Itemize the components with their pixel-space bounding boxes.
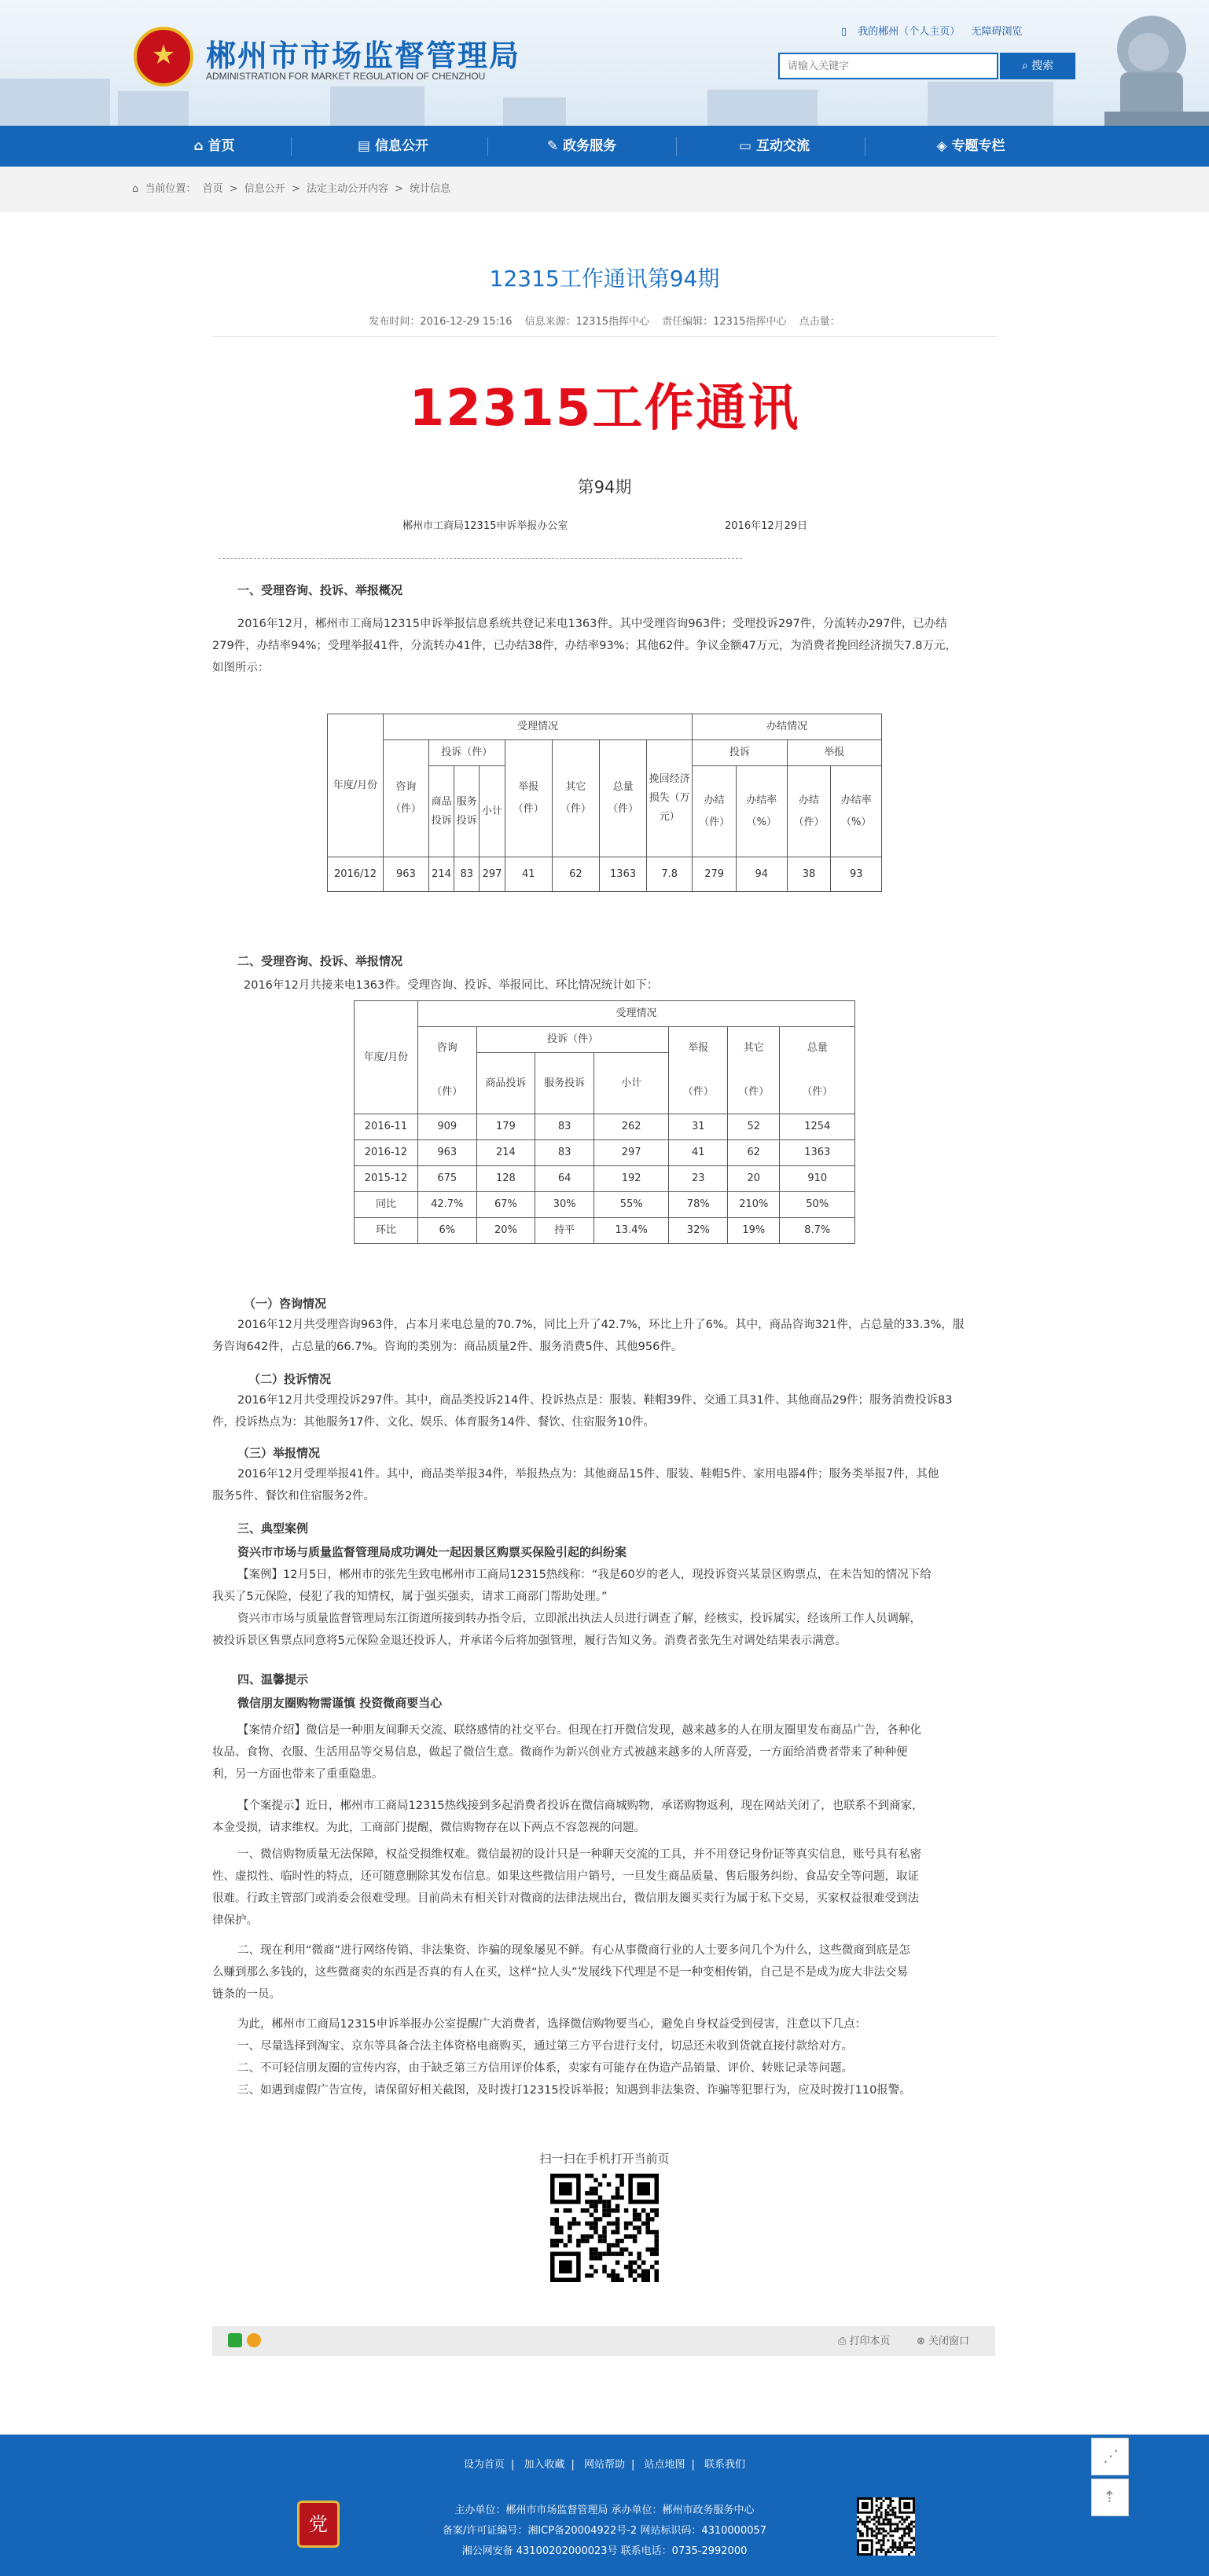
paragraph-line: 我买了5元保险，侵犯了我的知情权，属于强买强卖，请求工商部门帮助处理。”	[212, 1591, 608, 1603]
close-icon: ⊗	[917, 2336, 929, 2347]
subsection-heading: （三）举报情况	[237, 1446, 321, 1460]
weibo-share-icon[interactable]	[247, 2333, 261, 2347]
layers-icon: ◈	[936, 138, 952, 154]
publish-date: 发布时间：2016-12-29 15:16	[369, 316, 513, 328]
section-heading: 二、受理咨询、投诉、举报情况	[237, 954, 403, 968]
paragraph-line: 如图所示：	[212, 662, 270, 674]
table-header: 受理情况	[417, 1001, 854, 1027]
paragraph-line: 2016年12月，郴州市工商局12315申诉举报信息系统共登记来电1363件。其中受理咨询963件；受理投诉297件，分流转办297件，已办结	[237, 618, 947, 630]
main-nav	[0, 126, 1209, 167]
table-header: 其它 （件）	[728, 1027, 780, 1114]
search-box	[778, 53, 998, 79]
paragraph-line: 二、不可轻信朋友圈的宣传内容，由于缺乏第三方信用评价体系，卖家有可能存在伪造产品销量、评价、转账记录等问题。	[237, 2062, 853, 2075]
party-badge-icon[interactable]: 党	[297, 2501, 340, 2548]
printer-icon: ⎙	[838, 2336, 850, 2347]
site-header	[0, 0, 1209, 126]
paragraph-line: 2016年12月共接来电1363件。受理咨询、投诉、举报同比、环比情况统计如下：	[244, 979, 659, 992]
section-heading: 三、典型案例	[237, 1521, 309, 1536]
footer-link[interactable]: 站点地图	[644, 2459, 685, 2471]
table-header: 办结（件）	[787, 766, 831, 857]
nav-interaction[interactable]: ▭ 互动交流	[739, 138, 810, 154]
footer-link[interactable]: 加入收藏	[524, 2459, 565, 2471]
national-emblem-icon: ★	[134, 27, 193, 86]
table-row: 环比 6% 20% 持平 13.4% 32% 19% 8.7%	[355, 1218, 855, 1244]
footer-link[interactable]: 设为首页	[463, 2459, 505, 2471]
paragraph-line: 利，另一方面也带来了重重隐患。	[212, 1768, 384, 1781]
paragraph-line: 被投诉景区售票点同意将5元保险金退还投诉人，并承诺今后将加强管理，履行告知义务。消费者张先生对调处结果表示满意。	[212, 1635, 847, 1647]
table-header: 投诉（件）	[428, 740, 505, 766]
footer-links: 设为首页 | 加入收藏 | 网站帮助 | 站点地图 | 联系我们	[463, 2459, 746, 2471]
info-source: 信息来源：12315指挥中心	[524, 316, 649, 328]
footer-link[interactable]: 网站帮助	[583, 2459, 625, 2471]
comparison-table	[354, 1000, 855, 1244]
paragraph-line: 很难。行政主管部门或消委会很难受理。目前尚未有相关针对微商的法律法规出台，微信朋友圈买卖行为属于私下交易，买家权益很难受到法	[212, 1892, 919, 1905]
paragraph-line: 件，投诉热点为：其他服务17件、文化、娱乐、体育服务14件、餐饮、住宿服务10件。	[212, 1416, 655, 1429]
print-button[interactable]: ⎙ 打印本页	[838, 2336, 891, 2347]
section-heading: 四、温馨提示	[237, 1672, 309, 1686]
breadcrumb-stats[interactable]: 统计信息	[410, 183, 451, 195]
chat-icon: ▭	[739, 138, 756, 154]
issue-number: 第94期	[577, 478, 632, 497]
paragraph-line: 性、虚拟性、临时性的特点，还可随意删除其发布信息。如果这些微信用户销号，一旦发生商品质量、售后服务纠纷、食品安全等问题，取证	[212, 1870, 919, 1883]
case-title: 资兴市市场与质量监督管理局成功调处一起因景区购票买保险引起的纠纷案	[237, 1545, 627, 1559]
paragraph-line: 2016年12月共受理咨询963件，占本月来电总量的70.7%，同比上升了42.7%，环比上升了6%。其中，商品咨询321件，占总量的33.3%，服	[237, 1319, 965, 1331]
dashed-divider	[219, 558, 742, 559]
editor: 责任编辑：12315指挥中心	[662, 316, 787, 328]
paragraph-line: 【个案提示】近日，郴州市工商局12315热线接到多起消费者投诉在微信商城购物，承诺购物返利，现在网站关闭了，也联系不到商家，	[237, 1800, 924, 1812]
subsection-heading: （一）咨询情况	[244, 1297, 327, 1311]
table-header: 小计	[593, 1053, 668, 1114]
table-header: 小计	[480, 766, 505, 857]
paragraph-line: 资兴市市场与质量监督管理局东江街道所接到转办指令后，立即派出执法人员进行调查了解，经核实，投诉属实，经该所工作人员调解，	[237, 1613, 921, 1625]
close-window-button[interactable]: ⊗ 关闭窗口	[917, 2336, 970, 2347]
paragraph-line: 么赚到那么多钱的，这些微商卖的东西是否真的有人在买，这样“拉人头”发展线下代理是不是一种变相传销，自己是不是成为庞大非法交易	[212, 1966, 909, 1979]
nav-info-public[interactable]: ▤ 信息公开	[358, 138, 428, 154]
table-header: 举报（件）	[505, 740, 552, 857]
edit-icon: ✎	[546, 138, 564, 154]
wechat-share-icon[interactable]	[228, 2333, 242, 2347]
paragraph-line: 【案例】12月5日，郴州市的张先生致电郴州市工商局12315热线称：“我是60岁的老人，现投诉资兴某景区购票点，在未告知的情况下给	[237, 1569, 932, 1581]
share-side-button[interactable]	[1091, 2438, 1129, 2475]
table-header: 办结率（%）	[737, 766, 787, 857]
subsection-heading: （二）投诉情况	[248, 1372, 332, 1386]
table-header: 年度/月份	[355, 1001, 418, 1114]
qr-label: 扫一扫在手机打开当前页	[539, 2152, 670, 2166]
paragraph-line: 2016年12月共受理投诉297件。其中，商品类投诉214件、投诉热点是：服装、鞋帽39件、交通工具31件、其他商品29件；服务消费投诉83	[237, 1394, 953, 1407]
breadcrumb-info[interactable]: 信息公开	[244, 183, 285, 195]
table-header: 服务投诉	[454, 766, 480, 857]
footer-police: 湘公网安备 43100202000023号 联系电话：0735-2992000	[461, 2545, 748, 2557]
tip-title: 微信朋友圈购物需谨慎 投资微商要当心	[237, 1696, 443, 1710]
search-input[interactable]	[780, 54, 992, 78]
table-header: 服务投诉	[535, 1053, 594, 1114]
nav-home[interactable]: ⌂ 首页	[193, 138, 235, 154]
section-heading: 一、受理咨询、投诉、举报概况	[237, 583, 403, 597]
table-header: 办结（件）	[693, 766, 737, 857]
paragraph-line: 妆品、食物、衣服、生活用品等交易信息，做起了微信生意。微商作为新兴创业方式被越来越多的人所喜爱，一方面给消费者带来了种种便	[212, 1746, 908, 1759]
paragraph-line: 为此，郴州市工商局12315申诉举报办公室提醒广大消费者，选择微信购物要当心，避免自身权益受到侵害，注意以下几点：	[237, 2018, 867, 2031]
paragraph-line: 二、现在利用“微商”进行网络传销、非法集资、诈骗的现象屡见不鲜。有心从事微商行业的人士要多问几个为什么，这些微商到底是怎	[237, 1944, 911, 1957]
summary-table	[327, 714, 882, 892]
breadcrumb-statutory[interactable]: 法定主动公开内容	[306, 183, 388, 195]
site-name[interactable]: 郴州市市场监督管理局	[206, 39, 521, 73]
table-row: 2015-12 675 128 64 192 23 20 910	[355, 1166, 855, 1192]
breadcrumb-home[interactable]: 首页	[202, 183, 223, 195]
paragraph-line: 一、尽量选择到淘宝、京东等具备合法主体资格电商购买，通过第三方平台进行支付，切忌还未收到货就直接付款给对方。	[237, 2040, 853, 2053]
article-meta	[0, 313, 1209, 328]
paragraph-line: 279件，办结率94%；受理举报41件，分流转办41件，已办结38件，办结率93%；其他62件。争议金额47万元，为消费者挽回经济损失7.8万元，	[212, 640, 957, 652]
footer-link[interactable]: 联系我们	[704, 2459, 746, 2471]
footer-icp: 备案/许可证编号：湘ICP备20004922号-2 网站标识码：4310000057	[442, 2525, 767, 2537]
share-icon: ⋰	[1103, 2446, 1119, 2465]
document-icon: ▤	[358, 138, 375, 154]
table-row: 2016-12 963 214 83 297 41 62 1363	[355, 1140, 855, 1166]
search-icon: ⌕	[1021, 60, 1032, 72]
top-links	[841, 23, 1030, 38]
office-date: 2016年12月29日	[725, 520, 808, 532]
nav-special[interactable]: ◈ 专题专栏	[936, 138, 1005, 154]
table-header: 投诉（件）	[476, 1027, 669, 1053]
share-bar	[212, 2326, 995, 2356]
newsletter-title: 12315工作通讯	[409, 380, 800, 438]
table-header: 咨询（件）	[383, 740, 428, 857]
home-icon: ⌂	[132, 183, 139, 195]
footer-sponsor: 主办单位：郴州市市场监督管理局 承办单位：郴州市政务服务中心	[454, 2504, 755, 2516]
office-name: 郴州市工商局12315申诉举报办公室	[402, 520, 568, 532]
table-row: 2016-11 909 179 83 262 31 52 1254	[355, 1114, 855, 1140]
table-header: 其它（件）	[552, 740, 599, 857]
divider	[212, 336, 997, 337]
paragraph-line: 【案情介绍】微信是一种朋友间聊天交流、联络感情的社交平台。但现在打开微信发现，越来越多的人在朋友圈里发布商品广告，各种化	[237, 1724, 921, 1737]
table-header: 举报	[787, 740, 881, 766]
paragraph-line: 服务5件、餐饮和住宿服务2件。	[212, 1490, 375, 1503]
breadcrumb: ⌂ 当前位置： 首页 > 信息公开 > 法定主动公开内容 > 统计信息	[132, 183, 451, 195]
table-header: 举报 （件）	[669, 1027, 728, 1114]
paragraph-line: 三、如遇到虚假广告宣传，请保留好相关截图，及时拨打12315投诉举报；知遇到非法集资、诈骗等犯罪行为，应及时拨打110报警。	[237, 2084, 911, 2097]
search-button[interactable]: ⌕ 搜索	[1000, 53, 1075, 79]
table-header: 挽回经济损失（万元）	[647, 740, 693, 857]
stone-lion-icon	[1089, 2, 1209, 126]
paragraph-line: 务咨询642件，占总量的66.7%。咨询的类别为：商品质量2件、服务消费5件、其他956件。	[212, 1341, 683, 1353]
table-header: 总量 （件）	[780, 1027, 855, 1114]
paragraph-line: 2016年12月受理举报41件。其中，商品类举报34件，举报热点为：其他商品15件、服装、鞋帽5件、家用电器4件；服务类举报7件，其他	[237, 1468, 939, 1481]
table-header: 年度/月份	[328, 714, 384, 857]
paragraph-line: 一、微信购物质量无法保障，权益受损维权难。微信最初的设计只是一种聊天交流的工具，并不用登记身份证等真实信息，账号具有私密	[237, 1848, 921, 1861]
table-header: 商品投诉	[476, 1053, 535, 1114]
table-header: 投诉	[693, 740, 787, 766]
footer-qr-icon	[857, 2497, 915, 2556]
paragraph-line: 本金受损，请求维权。为此，工商部门提醒，微信购物存在以下两点不容忽视的问题。	[212, 1822, 645, 1834]
table-header: 办结情况	[693, 714, 882, 740]
qr-code-icon	[550, 2174, 659, 2282]
paragraph-line: 链条的一员。	[212, 1988, 281, 2001]
table-header: 咨询 （件）	[417, 1027, 476, 1114]
arrow-up-icon: ⇡	[1103, 2487, 1116, 2506]
table-header: 商品投诉	[428, 766, 454, 857]
accessibility-link[interactable]: 无障碍浏览	[971, 26, 1023, 38]
table-row: 同比 42.7% 67% 30% 55% 78% 210% 50%	[355, 1192, 855, 1218]
my-homepage-link[interactable]: 我的郴州（个人主页）	[858, 26, 961, 38]
site-name-en: ADMINISTRATION FOR MARKET REGULATION OF CHENZHOU	[206, 71, 486, 82]
click-count: 点击量：	[799, 316, 840, 328]
article-title: 12315工作通讯第94期	[489, 266, 720, 292]
paragraph-line: 律保护。	[212, 1914, 258, 1927]
table-header: 办结率（%）	[831, 766, 882, 857]
back-to-top-button[interactable]	[1091, 2479, 1129, 2516]
table-header: 受理情况	[383, 714, 692, 740]
mobile-icon[interactable]: ▯	[841, 26, 847, 38]
home-icon: ⌂	[193, 138, 208, 154]
table-header: 总量（件）	[600, 740, 647, 857]
table-row: 2016/12 963 214 83 297 41 62 1363 7.8 279 94 38 93	[328, 857, 882, 892]
nav-gov-service[interactable]: ✎ 政务服务	[546, 138, 617, 154]
